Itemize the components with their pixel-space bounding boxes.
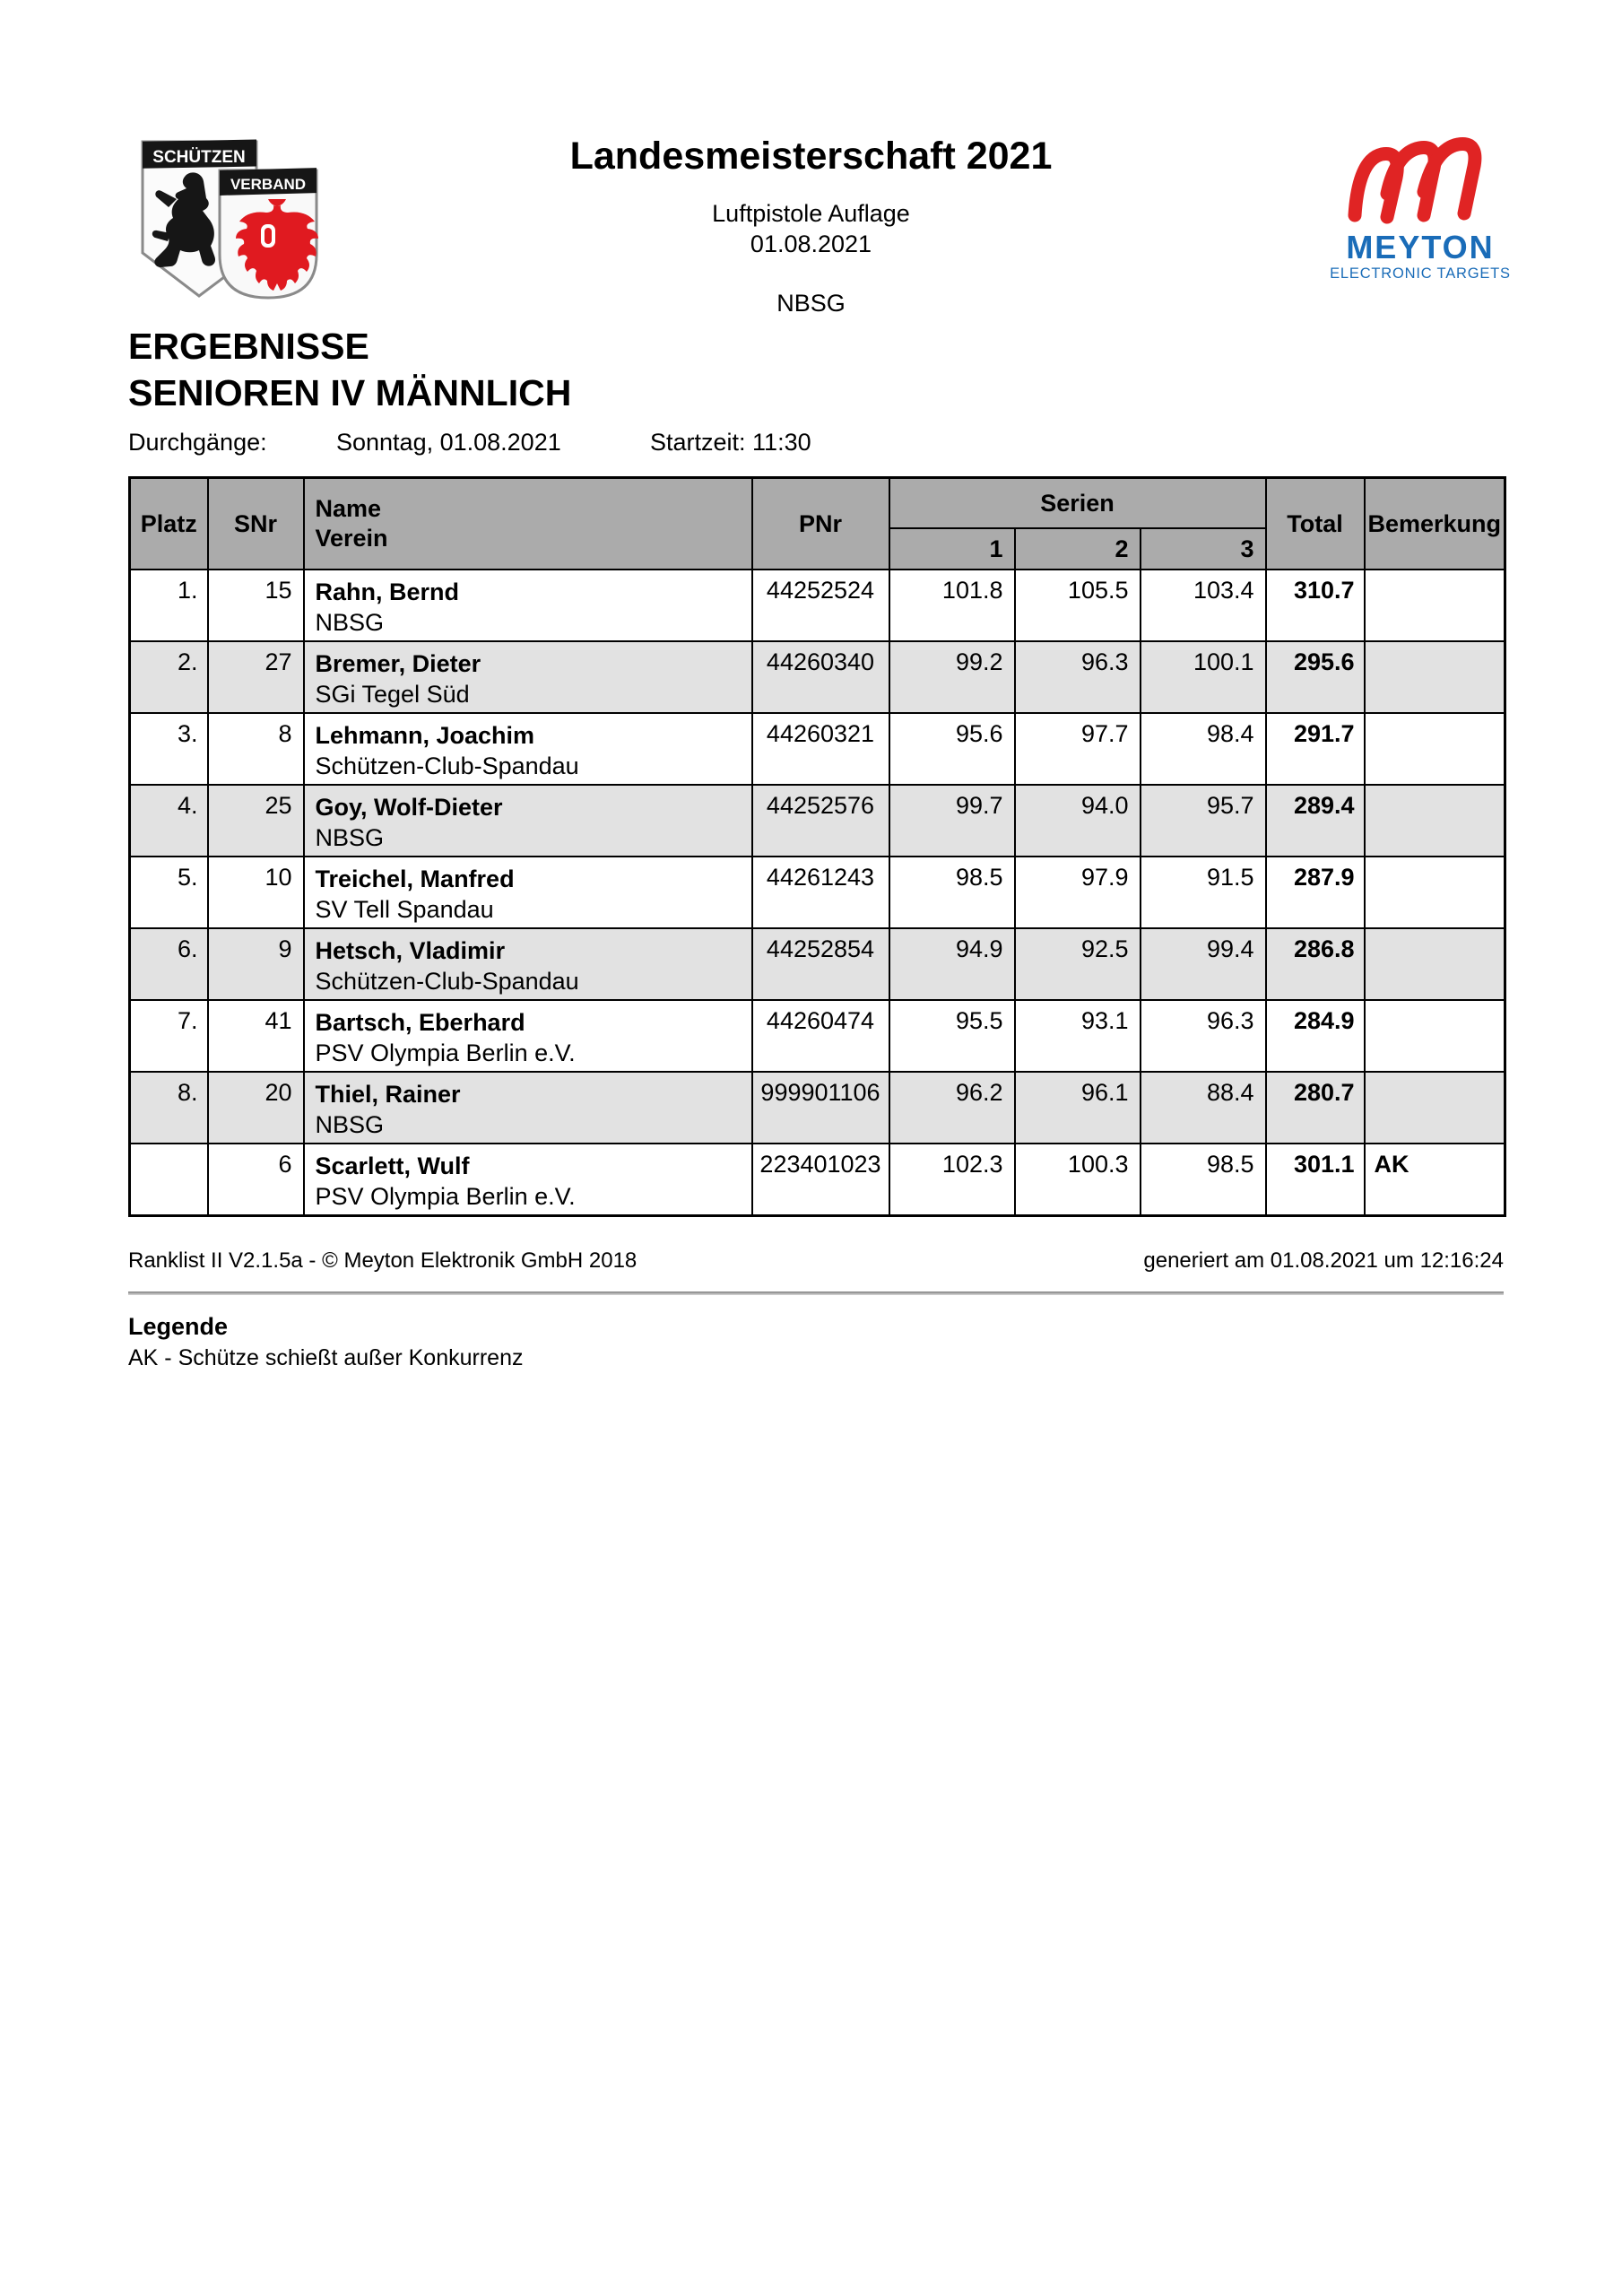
cell-snr: 9	[208, 928, 304, 1000]
cell-snr: 10	[208, 857, 304, 928]
cell-platz: 3.	[130, 713, 208, 785]
cell-name-verein	[304, 713, 752, 785]
cell-name-verein	[304, 785, 752, 857]
legend-item-ak: AK - Schütze schießt außer Konkurrenz	[128, 1345, 524, 1370]
cell-platz: 1.	[130, 570, 208, 641]
col-header-name: Name	[315, 495, 382, 522]
result-row	[130, 641, 1505, 713]
cell-total: 287.9	[1266, 857, 1365, 928]
col-header-serie-3: 3	[1141, 528, 1266, 570]
club-name: NBSG	[315, 824, 385, 851]
cell-snr: 27	[208, 641, 304, 713]
cell-serie-2: 100.3	[1015, 1144, 1141, 1215]
cell-serie-1: 99.7	[889, 785, 1015, 857]
cell-serie-2: 105.5	[1015, 570, 1141, 641]
cell-serie-3: 88.4	[1141, 1072, 1266, 1144]
result-row	[130, 785, 1505, 857]
cell-total: 310.7	[1266, 570, 1365, 641]
result-row	[130, 570, 1505, 641]
cell-bemerkung	[1365, 785, 1505, 857]
cell-serie-1: 99.2	[889, 641, 1015, 713]
page-title: Landesmeisterschaft 2021	[569, 135, 1053, 178]
col-header-platz: Platz	[130, 478, 208, 570]
event-date: 01.08.2021	[750, 230, 872, 257]
cell-bemerkung	[1365, 857, 1505, 928]
club-name: Schützen-Club-Spandau	[315, 968, 579, 995]
club-name: Schützen-Club-Spandau	[315, 752, 579, 779]
cell-serie-3: 96.3	[1141, 1000, 1266, 1072]
cell-serie-3: 99.4	[1141, 928, 1266, 1000]
club-name: NBSG	[315, 1111, 385, 1138]
cell-pnr: 44252576	[752, 785, 889, 857]
meyton-brand-text: MEYTON	[1346, 229, 1495, 265]
cell-bemerkung	[1365, 713, 1505, 785]
shooter-name: Scarlett, Wulf	[315, 1152, 470, 1179]
col-header-pnr: PNr	[752, 478, 889, 570]
col-header-serie-2: 2	[1015, 528, 1141, 570]
cell-serie-1: 98.5	[889, 857, 1015, 928]
cell-name-verein	[304, 1144, 752, 1215]
cell-platz	[130, 1144, 208, 1215]
software-version: Ranklist II V2.1.5a - © Meyton Elektronik GmbH 2018	[128, 1248, 638, 1273]
cell-serie-2: 97.9	[1015, 857, 1141, 928]
cell-platz: 2.	[130, 641, 208, 713]
cell-name-verein	[304, 570, 752, 641]
cell-total: 291.7	[1266, 713, 1365, 785]
col-header-verein: Verein	[315, 525, 388, 552]
club-name: PSV Olympia Berlin e.V.	[315, 1039, 576, 1066]
cell-serie-3: 91.5	[1141, 857, 1266, 928]
legend-heading: Legende	[128, 1313, 229, 1340]
cell-total: 284.9	[1266, 1000, 1365, 1072]
cell-pnr: 44252854	[752, 928, 889, 1000]
cell-name-verein	[304, 857, 752, 928]
cell-pnr: 44260340	[752, 641, 889, 713]
footer-divider	[128, 1292, 1504, 1295]
heading-ergebnisse: ERGEBNISSE	[128, 326, 369, 367]
cell-snr: 20	[208, 1072, 304, 1144]
cell-serie-1: 102.3	[889, 1144, 1015, 1215]
generated-timestamp: generiert am 01.08.2021 um 12:16:24	[1143, 1248, 1504, 1273]
club-name: PSV Olympia Berlin e.V.	[315, 1183, 576, 1210]
cell-platz: 8.	[130, 1072, 208, 1144]
legend-section	[128, 1311, 1504, 1373]
shooter-name: Goy, Wolf-Dieter	[315, 794, 503, 821]
cell-serie-3: 95.7	[1141, 785, 1266, 857]
cell-snr: 25	[208, 785, 304, 857]
shooter-name: Bartsch, Eberhard	[315, 1009, 525, 1036]
meyton-tagline-text: ELECTRONIC TARGETS	[1330, 265, 1511, 282]
meyton-logo	[1326, 117, 1514, 283]
rounds-line	[128, 429, 1504, 457]
cell-serie-1: 95.6	[889, 713, 1015, 785]
cell-serie-1: 101.8	[889, 570, 1015, 641]
cell-pnr: 44261243	[752, 857, 889, 928]
cell-bemerkung	[1365, 570, 1505, 641]
cell-serie-2: 96.1	[1015, 1072, 1141, 1144]
col-header-total: Total	[1266, 478, 1365, 570]
result-row	[130, 713, 1505, 785]
cell-pnr: 44260474	[752, 1000, 889, 1072]
heading-class: SENIOREN IV MÄNNLICH	[128, 372, 572, 413]
cell-total: 286.8	[1266, 928, 1365, 1000]
cell-pnr: 223401023	[752, 1144, 889, 1215]
shooter-name: Treichel, Manfred	[315, 865, 515, 892]
cell-bemerkung	[1365, 1000, 1505, 1072]
shooter-name: Hetsch, Vladimir	[315, 937, 506, 964]
col-header-bemerkung: Bemerkung	[1365, 478, 1505, 570]
cell-pnr: 999901106	[752, 1072, 889, 1144]
schuetzen-banner-text: SCHÜTZEN	[152, 148, 246, 167]
shooter-name: Rahn, Bernd	[315, 578, 460, 605]
cell-serie-3: 100.1	[1141, 641, 1266, 713]
col-header-serien: Serien	[889, 478, 1266, 529]
rounds-label: Durchgänge:	[128, 429, 267, 456]
cell-serie-2: 94.0	[1015, 785, 1141, 857]
result-row	[130, 928, 1505, 1000]
cell-total: 280.7	[1266, 1072, 1365, 1144]
cell-platz: 4.	[130, 785, 208, 857]
col-header-snr: SNr	[208, 478, 304, 570]
cell-serie-2: 97.7	[1015, 713, 1141, 785]
cell-serie-3: 103.4	[1141, 570, 1266, 641]
cell-snr: 8	[208, 713, 304, 785]
cell-serie-2: 93.1	[1015, 1000, 1141, 1072]
rounds-value: Sonntag, 01.08.2021	[336, 429, 561, 456]
cell-name-verein	[304, 1072, 752, 1144]
results-body	[130, 570, 1505, 1215]
cell-platz: 7.	[130, 1000, 208, 1072]
shooter-name: Bremer, Dieter	[315, 650, 481, 677]
cell-platz: 5.	[130, 857, 208, 928]
cell-snr: 6	[208, 1144, 304, 1215]
col-header-name-verein	[304, 478, 752, 570]
cell-serie-3: 98.4	[1141, 713, 1266, 785]
shooter-name: Lehmann, Joachim	[315, 722, 535, 749]
cell-serie-1: 96.2	[889, 1072, 1015, 1144]
results-table-header	[130, 478, 1505, 570]
discipline-subtitle: Luftpistole Auflage	[712, 200, 910, 227]
cell-platz: 6.	[130, 928, 208, 1000]
cell-pnr: 44260321	[752, 713, 889, 785]
cell-serie-1: 94.9	[889, 928, 1015, 1000]
cell-name-verein	[304, 928, 752, 1000]
results-heading	[128, 323, 1504, 457]
cell-bemerkung: AK	[1365, 1144, 1505, 1215]
col-header-serie-1: 1	[889, 528, 1015, 570]
verband-banner-text: VERBAND	[230, 176, 307, 193]
shooter-name: Thiel, Rainer	[315, 1081, 461, 1108]
cell-serie-2: 92.5	[1015, 928, 1141, 1000]
cell-serie-1: 95.5	[889, 1000, 1015, 1072]
cell-bemerkung	[1365, 641, 1505, 713]
cell-serie-2: 96.3	[1015, 641, 1141, 713]
club-name: SGi Tegel Süd	[315, 681, 470, 708]
organizer-name: NBSG	[776, 290, 846, 317]
cell-bemerkung	[1365, 928, 1505, 1000]
result-row	[130, 857, 1505, 928]
cell-name-verein	[304, 641, 752, 713]
meyton-scribble-m-icon	[1335, 117, 1505, 233]
result-row	[130, 1000, 1505, 1072]
results-table	[128, 476, 1506, 1217]
cell-bemerkung	[1365, 1072, 1505, 1144]
cell-name-verein	[304, 1000, 752, 1072]
cell-total: 301.1	[1266, 1144, 1365, 1215]
cell-snr: 41	[208, 1000, 304, 1072]
result-row	[130, 1144, 1505, 1215]
result-row	[130, 1072, 1505, 1144]
start-time: Startzeit: 11:30	[650, 429, 811, 456]
cell-total: 295.6	[1266, 641, 1365, 713]
cell-snr: 15	[208, 570, 304, 641]
cell-total: 289.4	[1266, 785, 1365, 857]
club-name: NBSG	[315, 609, 385, 636]
club-name: SV Tell Spandau	[315, 896, 494, 923]
cell-serie-3: 98.5	[1141, 1144, 1266, 1215]
footer-meta	[128, 1248, 1504, 1274]
cell-pnr: 44252524	[752, 570, 889, 641]
